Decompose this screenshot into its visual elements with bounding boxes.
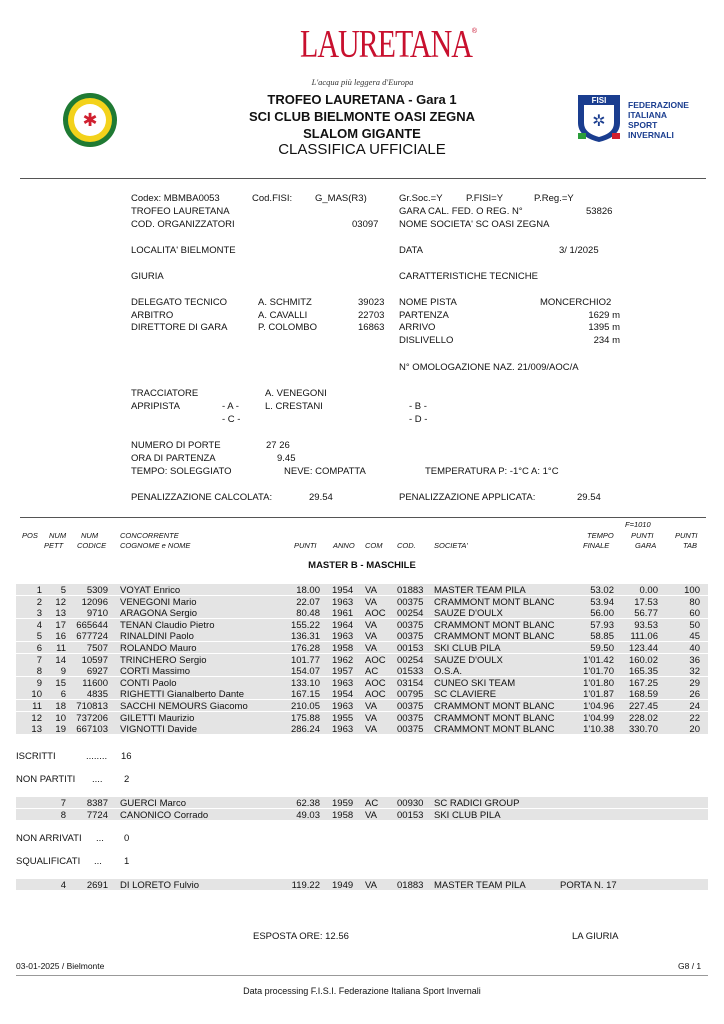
cell-punti-gara: 17.53: [634, 596, 658, 608]
cell-punti-tab: 20: [689, 724, 700, 736]
cell-punti: 167.15: [290, 689, 320, 701]
cell-com: VA: [365, 643, 377, 654]
cell-punti-tab: 50: [689, 619, 700, 631]
cell-anno: 1958: [332, 643, 354, 654]
cell-punti-gara: 0.00: [639, 585, 658, 596]
brand-tagline: L'acqua più leggera d'Europa: [311, 77, 414, 87]
cell-punti-tab: 22: [689, 712, 700, 724]
cell-pos: 5: [36, 631, 42, 643]
cell-punti-gara: 56.77: [634, 608, 658, 620]
cell-pett: 18: [55, 701, 66, 712]
cell-codice: 665644: [76, 619, 108, 631]
title-line-3: SLALOM GIGANTE: [303, 126, 421, 141]
cell-anno: 1962: [332, 654, 354, 666]
np-codice: 7724: [86, 809, 108, 821]
cell-punti-tab: 36: [689, 654, 700, 666]
footer-right: G8 / 1: [678, 961, 702, 971]
cell-anno: 1955: [332, 712, 354, 724]
cell-com: VA: [365, 701, 377, 712]
footer-left: 03-01-2025 / Bielmonte: [16, 961, 105, 971]
cell-cod: 01883: [397, 585, 424, 596]
cell-name: RIGHETTI Gianalberto Dante: [120, 689, 245, 701]
cell-codice: 677724: [76, 631, 108, 643]
cell-codice: 737206: [76, 712, 108, 724]
title-line-2: SCI CLUB BIELMONTE OASI ZEGNA: [248, 109, 476, 124]
cell-tempo: 58.85: [590, 631, 614, 643]
cell-punti-tab: 100: [684, 585, 700, 596]
cell-anno: 1963: [332, 677, 354, 689]
cell-punti: 101.77: [290, 654, 320, 666]
cell-pett: 16: [55, 631, 66, 643]
cell-name: CORTI Massimo: [120, 666, 191, 678]
np-anno: 1958: [332, 809, 354, 821]
cell-cod: 00795: [397, 689, 424, 701]
cell-punti-gara: 227.45: [628, 701, 658, 712]
cell-pos: 1: [36, 585, 42, 596]
cell-anno: 1957: [332, 666, 354, 678]
np-codice: 8387: [86, 798, 108, 809]
brand-logo: LAURETANA®: [300, 22, 478, 66]
cell-cod: 00375: [397, 712, 424, 724]
cell-name: VIGNOTTI Davide: [120, 724, 198, 736]
sq-name: DI LORETO Fulvio: [120, 880, 200, 891]
cell-codice: 9710: [86, 608, 108, 620]
title-line-1: TROFEO LAURETANA - Gara 1: [267, 92, 457, 107]
cell-com: AOC: [365, 677, 386, 689]
np-punti: 62.38: [296, 798, 320, 809]
cell-name: ROLANDO Mauro: [120, 643, 197, 654]
cell-societa: CRAMMONT MONT BLANC: [434, 712, 555, 724]
cell-punti: 210.05: [290, 701, 320, 712]
cell-name: ARAGONA Sergio: [120, 608, 198, 620]
sq-codice: 2691: [86, 880, 108, 891]
cell-cod: 00375: [397, 631, 424, 643]
np-pett: 8: [60, 809, 66, 821]
cell-punti-gara: 168.59: [628, 689, 658, 701]
np-societa: SKI CLUB PILA: [434, 809, 501, 821]
sq-cod: 01883: [397, 880, 424, 891]
cell-punti: 18.00: [296, 585, 320, 596]
cell-punti: 286.24: [290, 724, 320, 736]
cell-pett: 5: [60, 585, 66, 596]
cell-name: TENAN Claudio Pietro: [120, 619, 215, 631]
cell-punti-tab: 32: [689, 666, 700, 678]
cell-punti-gara: 330.70: [628, 724, 658, 736]
cell-tempo: 56.00: [590, 608, 614, 620]
cell-cod: 00375: [397, 596, 424, 608]
cell-codice: 6927: [86, 666, 108, 678]
cell-com: VA: [365, 596, 377, 608]
cell-name: GILETTI Maurizio: [120, 712, 195, 724]
cell-pos: 2: [36, 596, 42, 608]
cell-pos: 8: [36, 666, 42, 678]
svg-text:✲: ✲: [592, 111, 606, 130]
cell-pett: 10: [55, 712, 66, 724]
cell-codice: 667103: [76, 724, 108, 736]
cell-pett: 17: [55, 619, 66, 631]
cell-cod: 01533: [397, 666, 424, 678]
giuria-sign: LA GIURIA: [572, 931, 619, 942]
cell-pett: 15: [55, 677, 66, 689]
np-name: CANONICO Corrado: [120, 809, 209, 821]
cell-cod: 00375: [397, 701, 424, 712]
cell-com: AC: [365, 666, 379, 678]
category-title: MASTER B - MASCHILE: [308, 560, 416, 571]
cell-pos: 11: [32, 701, 42, 712]
sq-anno: 1949: [332, 880, 354, 891]
cell-societa: O.S.A.: [434, 666, 462, 678]
cell-pett: 12: [55, 596, 66, 608]
cell-punti: 80.48: [296, 608, 320, 620]
cell-cod: 00375: [397, 619, 424, 631]
cell-punti: 176.28: [290, 643, 320, 654]
cell-punti-tab: 45: [689, 631, 700, 643]
cell-punti-gara: 228.02: [628, 712, 658, 724]
cell-anno: 1954: [332, 585, 354, 596]
cell-com: VA: [365, 619, 377, 631]
cell-anno: 1963: [332, 701, 354, 712]
np-anno: 1959: [332, 798, 354, 809]
cell-pett: 14: [55, 654, 66, 666]
cell-codice: 710813: [76, 701, 108, 712]
sq-pett: 4: [60, 880, 66, 891]
cell-punti-tab: 80: [689, 596, 700, 608]
club-logo: ✱: [63, 93, 117, 147]
cell-pos: 6: [36, 643, 42, 654]
cell-cod: 00153: [397, 643, 424, 654]
cell-cod: 00375: [397, 724, 424, 736]
sq-punti: 119.22: [291, 880, 320, 891]
cell-com: AOC: [365, 689, 386, 701]
cell-pos: 12: [31, 712, 42, 724]
cell-societa: CRAMMONT MONT BLANC: [434, 631, 555, 643]
cell-tempo: 53.02: [590, 585, 614, 596]
brand-name: LAURETANA: [300, 22, 472, 66]
cell-com: VA: [365, 631, 377, 643]
cell-codice: 4835: [86, 689, 108, 701]
cell-tempo: 53.94: [590, 596, 614, 608]
cell-codice: 10597: [81, 654, 108, 666]
sq-porta: PORTA N. 17: [560, 880, 617, 891]
cell-punti-tab: 40: [689, 643, 700, 654]
cell-societa: SKI CLUB PILA: [434, 643, 501, 654]
cell-societa: CRAMMONT MONT BLANC: [434, 619, 555, 631]
cell-pett: 13: [55, 608, 66, 620]
cell-pett: 9: [60, 666, 66, 678]
cell-punti-tab: 24: [689, 701, 700, 712]
cell-cod: 00254: [397, 654, 424, 666]
cell-anno: 1954: [332, 689, 354, 701]
cell-cod: 03154: [397, 677, 424, 689]
cell-name: TRINCHERO Sergio: [120, 654, 207, 666]
cell-com: VA: [365, 585, 377, 596]
cell-punti: 175.88: [290, 712, 320, 724]
cell-punti-gara: 165.35: [628, 666, 658, 678]
cell-com: AOC: [365, 608, 386, 620]
np-com: VA: [365, 809, 377, 821]
cell-codice: 7507: [86, 643, 108, 654]
cell-tempo: 59.50: [590, 643, 614, 654]
cell-name: SACCHI NEMOURS Giacomo: [120, 701, 248, 712]
cell-pett: 11: [56, 643, 66, 654]
cell-societa: CRAMMONT MONT BLANC: [434, 701, 555, 712]
cell-punti: 133.10: [290, 677, 320, 689]
np-com: AC: [365, 798, 379, 809]
cell-codice: 12096: [81, 596, 108, 608]
np-cod: 00930: [397, 798, 424, 809]
cell-societa: CUNEO SKI TEAM: [434, 677, 516, 689]
cell-anno: 1963: [332, 596, 354, 608]
cell-name: RINALDINI Paolo: [120, 631, 194, 643]
cell-societa: CRAMMONT MONT BLANC: [434, 596, 555, 608]
np-cod: 00153: [397, 809, 424, 821]
cell-tempo: 1'10.38: [583, 724, 614, 736]
cell-punti-gara: 93.53: [634, 619, 658, 631]
np-pett: 7: [60, 798, 66, 809]
np-societa: SC RADICI GROUP: [434, 798, 520, 809]
cell-punti-gara: 160.02: [628, 654, 658, 666]
cell-tempo: 1'04.99: [583, 712, 614, 724]
np-punti: 49.03: [296, 809, 320, 821]
cell-anno: 1964: [332, 619, 354, 631]
cell-punti-gara: 123.44: [628, 643, 658, 654]
cell-com: VA: [365, 712, 377, 724]
cell-punti-tab: 29: [689, 677, 700, 689]
cell-codice: 11600: [82, 677, 108, 689]
cell-pos: 4: [36, 619, 42, 631]
cell-punti-tab: 26: [689, 689, 700, 701]
cell-cod: 00254: [397, 608, 424, 620]
cell-pett: 19: [55, 724, 66, 736]
cell-com: AOC: [365, 654, 386, 666]
cell-punti: 154.07: [290, 666, 320, 678]
cell-name: CONTI Paolo: [120, 677, 177, 689]
cell-societa: SAUZE D'OULX: [434, 654, 503, 666]
cell-pett: 6: [60, 689, 66, 701]
cell-punti-gara: 111.06: [630, 631, 658, 643]
cell-name: VOYAT Enrico: [120, 585, 181, 596]
cell-societa: CRAMMONT MONT BLANC: [434, 724, 555, 736]
svg-text:FISI: FISI: [591, 96, 607, 105]
cell-punti: 155.22: [290, 619, 320, 631]
cell-anno: 1963: [332, 631, 354, 643]
esposta-ore: ESPOSTA ORE: 12.56: [253, 931, 349, 942]
cell-punti-gara: 167.25: [628, 677, 658, 689]
cell-anno: 1963: [332, 724, 354, 736]
fisi-text: FEDERAZIONE ITALIANA SPORT INVERNALI: [628, 100, 689, 140]
cell-codice: 5309: [86, 585, 108, 596]
cell-pos: 13: [31, 724, 42, 736]
cell-societa: MASTER TEAM PILA: [434, 585, 526, 596]
cell-tempo: 1'04.96: [583, 701, 614, 712]
cell-pos: 7: [36, 654, 42, 666]
sq-societa: MASTER TEAM PILA: [434, 880, 526, 891]
cell-tempo: 57.93: [590, 619, 614, 631]
cell-tempo: 1'01.70: [583, 666, 614, 678]
cell-punti-tab: 60: [689, 608, 700, 620]
cell-anno: 1961: [332, 608, 354, 620]
cell-societa: SC CLAVIERE: [434, 689, 497, 701]
cell-societa: SAUZE D'OULX: [434, 608, 503, 620]
cell-tempo: 1'01.80: [583, 677, 614, 689]
page-title: CLASSIFICA UFFICIALE: [278, 141, 446, 158]
cell-pos: 3: [36, 608, 42, 620]
cell-tempo: 1'01.42: [583, 654, 614, 666]
cell-name: VENEGONI Mario: [120, 596, 197, 608]
cell-pos: 10: [31, 689, 42, 701]
cell-punti: 136.31: [290, 631, 320, 643]
np-name: GUERCI Marco: [120, 798, 186, 809]
cell-punti: 22.07: [296, 596, 320, 608]
cell-pos: 9: [36, 677, 42, 689]
sq-com: VA: [365, 880, 377, 891]
cell-com: VA: [365, 724, 377, 736]
cell-tempo: 1'01.87: [583, 689, 614, 701]
footer-bottom: Data processing F.I.S.I. Federazione Italiana Sport Invernali: [243, 986, 481, 996]
